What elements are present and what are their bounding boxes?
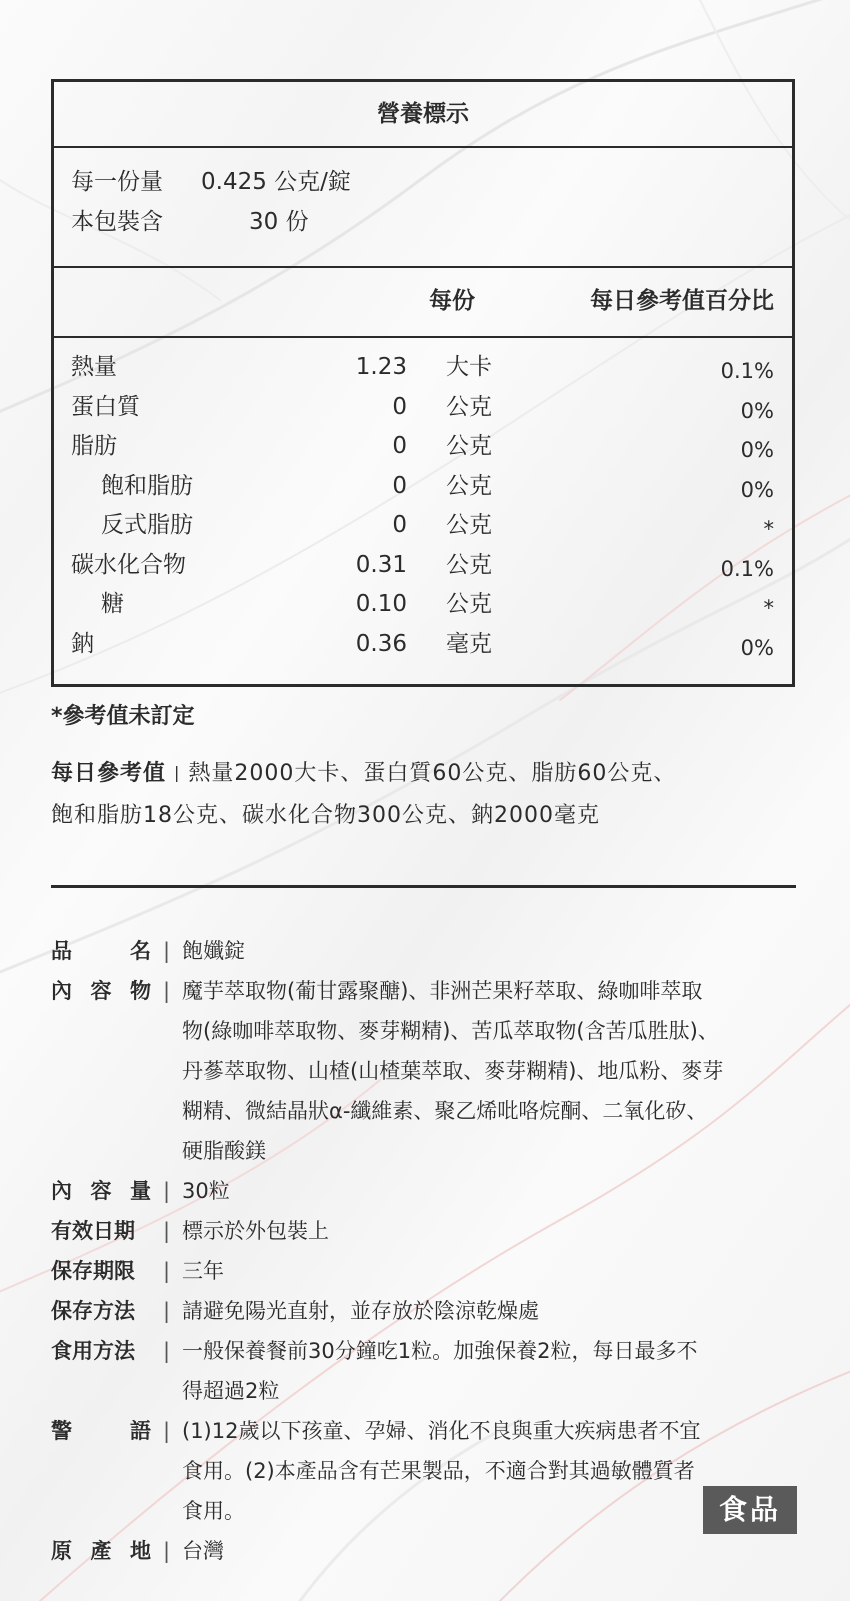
nutrient-row-saturated-fat bbox=[54, 467, 792, 507]
nutrient-unit: 毫克 bbox=[446, 630, 492, 657]
info-value-line: 丹蔘萃取物、山楂(山楂葉萃取、麥芽糊精)、地瓜粉、麥芽 bbox=[182, 1059, 724, 1083]
info-value-line: 得超過2粒 bbox=[182, 1379, 280, 1403]
nutrition-rows bbox=[54, 348, 792, 664]
nutrient-name: 脂肪 bbox=[71, 433, 117, 459]
nutrient-amount: 0 bbox=[392, 393, 407, 420]
food-badge: 食品 bbox=[703, 1486, 797, 1534]
info-row-ingredients bbox=[51, 971, 811, 1171]
nutrient-unit: 公克 bbox=[446, 551, 492, 578]
col-per-serving: 每份 bbox=[429, 288, 475, 314]
nutrient-amount: 0.10 bbox=[355, 591, 407, 617]
nutrient-row-energy bbox=[54, 348, 792, 388]
info-separator: | bbox=[163, 979, 171, 1003]
info-row-usage bbox=[51, 1331, 811, 1411]
nutrient-amount: 0 bbox=[392, 472, 407, 499]
nutrition-facts-table bbox=[51, 79, 795, 687]
info-value: 標示於外包裝上 bbox=[182, 1219, 329, 1243]
serving-size-value: 0.425 公克/錠 bbox=[201, 169, 351, 195]
info-separator: | bbox=[163, 1299, 171, 1323]
info-row-expiry bbox=[51, 1211, 811, 1251]
info-row-name bbox=[51, 931, 811, 971]
info-value: 台灣 bbox=[182, 1539, 224, 1563]
nutrient-unit: 大卡 bbox=[446, 354, 492, 380]
nutrient-name: 反式脂肪 bbox=[101, 512, 193, 538]
info-value-line: 魔芋萃取物(葡甘露聚醣)、非洲芒果籽萃取、綠咖啡萃取 bbox=[182, 979, 703, 1003]
info-value-line: 糊精、微結晶狀α-纖維素、聚乙烯吡咯烷酮、二氧化矽、 bbox=[182, 1099, 708, 1123]
info-label: 保存方法 bbox=[51, 1299, 135, 1323]
nutrient-row-fat bbox=[54, 427, 792, 467]
nutrient-pct: 0% bbox=[740, 438, 774, 462]
info-label: 保存期限 bbox=[51, 1259, 135, 1283]
nutrient-pct: 0% bbox=[740, 398, 774, 423]
info-label: 品 名 bbox=[51, 939, 151, 963]
info-separator: | bbox=[163, 1259, 171, 1283]
info-row-warning bbox=[51, 1411, 811, 1531]
nutrient-row-sugar bbox=[54, 585, 792, 625]
nutrient-unit: 公克 bbox=[446, 433, 492, 459]
info-row-quantity bbox=[51, 1171, 811, 1211]
info-value: 請避免陽光直射，並存放於陰涼乾燥處 bbox=[182, 1299, 539, 1323]
info-label: 原 產 地 bbox=[51, 1539, 151, 1563]
info-row-shelf-life bbox=[51, 1251, 811, 1291]
nutrient-unit: 公克 bbox=[446, 472, 492, 499]
serving-size-label: 每一份量 bbox=[71, 169, 163, 195]
serving-info bbox=[71, 162, 351, 242]
info-row-storage bbox=[51, 1291, 811, 1331]
info-label: 內 容 物 bbox=[51, 979, 151, 1003]
col-daily-pct: 每日參考值百分比 bbox=[590, 288, 774, 314]
nutrient-name: 蛋白質 bbox=[71, 393, 140, 420]
info-row-origin bbox=[51, 1531, 811, 1571]
info-value-line: 一般保養餐前30分鐘吃1粒。加強保養2粒，每日最多不 bbox=[182, 1339, 698, 1363]
nutrient-name: 飽和脂肪 bbox=[101, 472, 193, 499]
nutrient-unit: 公克 bbox=[446, 512, 492, 538]
info-value-line: 物(綠咖啡萃取物、麥芽糊精)、苦瓜萃取物(含苦瓜胜肽)、 bbox=[182, 1019, 719, 1043]
nutrient-pct: 0% bbox=[740, 477, 774, 502]
nutrient-amount: 1.23 bbox=[355, 354, 407, 380]
info-separator: | bbox=[163, 1339, 171, 1363]
daily-reference-label: 每日參考值 bbox=[51, 761, 167, 786]
info-value: 三年 bbox=[182, 1259, 224, 1283]
daily-reference bbox=[51, 752, 796, 837]
nutrient-amount: 0.36 bbox=[355, 630, 407, 657]
nutrient-pct: 0.1% bbox=[720, 359, 774, 383]
nutrient-amount: 0 bbox=[392, 512, 407, 538]
servings-label: 本包裝含 bbox=[71, 209, 163, 235]
nutrient-name: 熱量 bbox=[71, 354, 117, 380]
info-separator: | bbox=[163, 939, 171, 963]
nutrient-row-trans-fat bbox=[54, 506, 792, 546]
nutrition-header bbox=[54, 266, 792, 338]
nutrient-row-sodium bbox=[54, 625, 792, 665]
info-separator: | bbox=[163, 1219, 171, 1243]
nutrient-amount: 0.31 bbox=[355, 551, 407, 578]
nutrient-pct: 0% bbox=[740, 635, 774, 660]
nutrient-unit: 公克 bbox=[446, 393, 492, 420]
nutrient-name: 鈉 bbox=[71, 630, 94, 657]
info-value-line: (1)12歲以下孩童、孕婦、消化不良與重大疾病患者不宜 bbox=[182, 1419, 701, 1443]
info-label: 警 語 bbox=[51, 1419, 151, 1443]
info-value: 飽孅錠 bbox=[182, 939, 245, 963]
nutrient-unit: 公克 bbox=[446, 591, 492, 617]
servings-value: 30 份 bbox=[249, 209, 309, 235]
nutrient-pct: * bbox=[763, 596, 774, 620]
info-separator: | bbox=[163, 1179, 171, 1203]
product-info bbox=[51, 931, 811, 1571]
reference-note: *參考值未訂定 bbox=[51, 704, 195, 729]
info-label: 食用方法 bbox=[51, 1339, 135, 1363]
info-value-line: 食用。 bbox=[182, 1499, 245, 1523]
daily-reference-line2: 飽和脂肪18公克、碳水化合物300公克、鈉2000毫克 bbox=[51, 803, 600, 828]
info-separator: | bbox=[163, 1539, 171, 1563]
daily-reference-line1: 熱量2000大卡、蛋白質60公克、脂肪60公克、 bbox=[188, 761, 677, 786]
daily-reference-separator: | bbox=[174, 763, 181, 782]
nutrient-row-protein bbox=[54, 388, 792, 428]
nutrient-name: 碳水化合物 bbox=[71, 551, 186, 578]
nutrient-pct: * bbox=[763, 517, 774, 541]
info-value-line: 食用。(2)本產品含有芒果製品，不適合對其過敏體質者 bbox=[182, 1459, 695, 1483]
nutrition-title: 營養標示 bbox=[54, 82, 792, 148]
section-divider bbox=[51, 885, 796, 888]
nutrient-row-carbohydrate bbox=[54, 546, 792, 586]
info-label: 有效日期 bbox=[51, 1219, 135, 1243]
info-value: 30粒 bbox=[182, 1179, 230, 1203]
nutrient-pct: 0.1% bbox=[720, 556, 774, 581]
nutrient-name: 糖 bbox=[101, 591, 124, 617]
nutrient-amount: 0 bbox=[392, 433, 407, 459]
info-value-line: 硬脂酸鎂 bbox=[182, 1139, 266, 1163]
info-separator: | bbox=[163, 1419, 171, 1443]
info-label: 內 容 量 bbox=[51, 1179, 151, 1203]
